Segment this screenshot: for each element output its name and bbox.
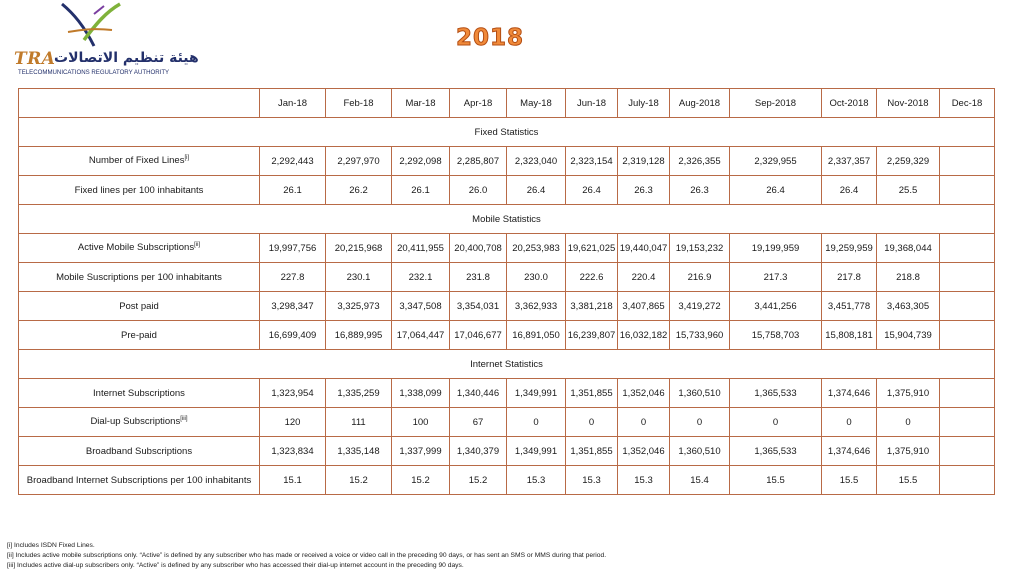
value-cell: 1,323,834 xyxy=(260,437,326,466)
value-cell: 230.0 xyxy=(507,263,566,292)
value-cell: 26.4 xyxy=(730,176,822,205)
table-row xyxy=(19,292,995,321)
tra-logo xyxy=(14,2,199,78)
value-cell: 16,699,409 xyxy=(260,321,326,350)
value-cell: 1,351,855 xyxy=(566,437,618,466)
value-cell: 26.4 xyxy=(566,176,618,205)
row-label: Dial-up Subscriptions xyxy=(90,416,181,428)
row-label: Post paid xyxy=(119,300,159,312)
footnote-marker: [i] xyxy=(184,155,190,162)
header-corner-cell xyxy=(19,89,260,118)
value-cell: 19,997,756 xyxy=(260,234,326,263)
value-cell: 1,374,646 xyxy=(822,379,877,408)
value-cell: 2,323,040 xyxy=(507,147,566,176)
value-cell: 2,326,355 xyxy=(670,147,730,176)
value-cell: 0 xyxy=(670,408,730,437)
value-cell: 15.2 xyxy=(326,466,392,495)
value-cell: 25.5 xyxy=(877,176,940,205)
value-cell: 2,292,443 xyxy=(260,147,326,176)
value-cell: 1,340,379 xyxy=(450,437,507,466)
value-cell: 111 xyxy=(326,408,392,437)
footnote: [i] Includes ISDN Fixed Lines. xyxy=(7,542,95,549)
value-cell: 2,259,329 xyxy=(877,147,940,176)
value-cell: 1,340,446 xyxy=(450,379,507,408)
row-label-cell xyxy=(19,234,260,263)
row-label-cell xyxy=(19,466,260,495)
table-row xyxy=(19,176,995,205)
value-cell: 16,889,995 xyxy=(326,321,392,350)
year-title: 2018 xyxy=(455,25,524,51)
value-cell: 26.2 xyxy=(326,176,392,205)
table-row xyxy=(19,437,995,466)
row-label-cell xyxy=(19,292,260,321)
value-cell: 100 xyxy=(392,408,450,437)
value-cell xyxy=(940,379,995,408)
value-cell xyxy=(940,234,995,263)
section-title: Fixed Statistics xyxy=(19,118,995,147)
month-header: Nov-2018 xyxy=(877,89,940,118)
value-cell: 2,323,154 xyxy=(566,147,618,176)
value-cell: 1,360,510 xyxy=(670,379,730,408)
footnote-marker: [iii] xyxy=(180,416,188,423)
footnote: [iii] Includes active dial-up subscribers only. “Active” is defined by any subscriber who has accessed their dial-up internet account in the preceding 90 days. xyxy=(7,562,464,569)
value-cell: 1,374,646 xyxy=(822,437,877,466)
value-cell: 19,368,044 xyxy=(877,234,940,263)
value-cell: 2,292,098 xyxy=(392,147,450,176)
table-row xyxy=(19,466,995,495)
section-row xyxy=(19,118,995,147)
value-cell: 19,440,047 xyxy=(618,234,670,263)
value-cell: 3,441,256 xyxy=(730,292,822,321)
row-label-cell xyxy=(19,321,260,350)
table-row xyxy=(19,408,995,437)
table-row xyxy=(19,321,995,350)
value-cell: 20,215,968 xyxy=(326,234,392,263)
month-header: Oct-2018 xyxy=(822,89,877,118)
value-cell: 3,325,973 xyxy=(326,292,392,321)
value-cell: 15,808,181 xyxy=(822,321,877,350)
value-cell: 15,904,739 xyxy=(877,321,940,350)
month-header: Jun-18 xyxy=(566,89,618,118)
value-cell: 217.3 xyxy=(730,263,822,292)
value-cell: 0 xyxy=(566,408,618,437)
value-cell xyxy=(940,147,995,176)
value-cell: 2,285,807 xyxy=(450,147,507,176)
value-cell xyxy=(940,263,995,292)
value-cell: 16,032,182 xyxy=(618,321,670,350)
value-cell: 15.5 xyxy=(877,466,940,495)
value-cell: 2,329,955 xyxy=(730,147,822,176)
value-cell: 26.0 xyxy=(450,176,507,205)
value-cell: 3,354,031 xyxy=(450,292,507,321)
table-row xyxy=(19,379,995,408)
row-label: Pre-paid xyxy=(121,329,157,341)
row-label: Broadband Internet Subscriptions per 100 inhabitants xyxy=(26,474,252,486)
row-label-cell xyxy=(19,408,260,437)
month-header: Dec-18 xyxy=(940,89,995,118)
month-header: Jan-18 xyxy=(260,89,326,118)
value-cell: 16,891,050 xyxy=(507,321,566,350)
value-cell: 26.4 xyxy=(507,176,566,205)
footnote-marker: [ii] xyxy=(194,242,201,249)
row-label: Internet Subscriptions xyxy=(93,387,185,399)
value-cell: 2,297,970 xyxy=(326,147,392,176)
value-cell: 227.8 xyxy=(260,263,326,292)
value-cell xyxy=(940,466,995,495)
row-label-cell xyxy=(19,176,260,205)
value-cell: 1,349,991 xyxy=(507,379,566,408)
month-header: Feb-18 xyxy=(326,89,392,118)
value-cell: 1,375,910 xyxy=(877,437,940,466)
row-label: Broadband Subscriptions xyxy=(85,445,193,457)
row-label-cell xyxy=(19,147,260,176)
value-cell: 16,239,807 xyxy=(566,321,618,350)
footnotes xyxy=(7,541,606,571)
table-row xyxy=(19,234,995,263)
value-cell: 15.5 xyxy=(822,466,877,495)
value-cell: 3,463,305 xyxy=(877,292,940,321)
value-cell: 0 xyxy=(507,408,566,437)
value-cell: 17,046,677 xyxy=(450,321,507,350)
value-cell: 3,362,933 xyxy=(507,292,566,321)
value-cell: 1,352,046 xyxy=(618,437,670,466)
value-cell: 15.2 xyxy=(392,466,450,495)
section-row xyxy=(19,350,995,379)
value-cell: 3,407,865 xyxy=(618,292,670,321)
value-cell: 0 xyxy=(618,408,670,437)
value-cell: 2,337,357 xyxy=(822,147,877,176)
logo-arabic-name: هيئة تنظيم الاتصالات xyxy=(54,50,199,66)
value-cell: 216.9 xyxy=(670,263,730,292)
value-cell: 1,365,533 xyxy=(730,379,822,408)
value-cell: 217.8 xyxy=(822,263,877,292)
value-cell: 26.3 xyxy=(670,176,730,205)
value-cell: 15.3 xyxy=(507,466,566,495)
value-cell: 3,419,272 xyxy=(670,292,730,321)
value-cell: 1,349,991 xyxy=(507,437,566,466)
value-cell: 1,338,099 xyxy=(392,379,450,408)
value-cell: 222.6 xyxy=(566,263,618,292)
value-cell: 3,381,218 xyxy=(566,292,618,321)
value-cell: 26.1 xyxy=(260,176,326,205)
value-cell: 1,337,999 xyxy=(392,437,450,466)
value-cell: 26.1 xyxy=(392,176,450,205)
value-cell: 3,347,508 xyxy=(392,292,450,321)
logo-abbreviation: TRA xyxy=(14,49,56,69)
value-cell xyxy=(940,176,995,205)
logo-tagline: TELECOMMUNICATIONS REGULATORY AUTHORITY xyxy=(18,69,170,76)
value-cell: 15.5 xyxy=(730,466,822,495)
value-cell: 3,298,347 xyxy=(260,292,326,321)
row-label-cell xyxy=(19,379,260,408)
value-cell: 1,365,533 xyxy=(730,437,822,466)
value-cell xyxy=(940,292,995,321)
row-label: Fixed lines per 100 inhabitants xyxy=(74,184,204,196)
value-cell: 1,335,259 xyxy=(326,379,392,408)
value-cell: 2,319,128 xyxy=(618,147,670,176)
value-cell: 1,351,855 xyxy=(566,379,618,408)
value-cell: 20,400,708 xyxy=(450,234,507,263)
value-cell: 19,621,025 xyxy=(566,234,618,263)
value-cell: 0 xyxy=(877,408,940,437)
value-cell: 220.4 xyxy=(618,263,670,292)
value-cell: 20,411,955 xyxy=(392,234,450,263)
value-cell: 26.3 xyxy=(618,176,670,205)
value-cell: 19,259,959 xyxy=(822,234,877,263)
month-header: Apr-18 xyxy=(450,89,507,118)
row-label: Active Mobile Subscriptions xyxy=(77,242,195,254)
value-cell xyxy=(940,437,995,466)
value-cell: 0 xyxy=(822,408,877,437)
value-cell: 232.1 xyxy=(392,263,450,292)
value-cell: 0 xyxy=(730,408,822,437)
table-row xyxy=(19,147,995,176)
value-cell: 67 xyxy=(450,408,507,437)
value-cell: 1,352,046 xyxy=(618,379,670,408)
value-cell: 231.8 xyxy=(450,263,507,292)
value-cell: 19,153,232 xyxy=(670,234,730,263)
section-title: Internet Statistics xyxy=(19,350,995,379)
section-title: Mobile Statistics xyxy=(19,205,995,234)
value-cell: 15.1 xyxy=(260,466,326,495)
value-cell: 1,323,954 xyxy=(260,379,326,408)
row-label-cell xyxy=(19,263,260,292)
value-cell: 15.3 xyxy=(566,466,618,495)
row-label-cell xyxy=(19,437,260,466)
value-cell: 17,064,447 xyxy=(392,321,450,350)
value-cell: 120 xyxy=(260,408,326,437)
value-cell: 15,733,960 xyxy=(670,321,730,350)
value-cell: 19,199,959 xyxy=(730,234,822,263)
row-label: Mobile Suscriptions per 100 inhabitants xyxy=(56,271,222,283)
value-cell xyxy=(940,408,995,437)
statistics-table xyxy=(18,88,995,495)
table-row xyxy=(19,263,995,292)
header-row xyxy=(19,89,995,118)
footnote: [ii] Includes active mobile subscriptions only. “Active” is defined by any subscriber who has made or received a voice or video call in the preceding 90 days, or has sent an SMS or MMS during that period. xyxy=(7,552,607,559)
value-cell: 218.8 xyxy=(877,263,940,292)
value-cell: 1,335,148 xyxy=(326,437,392,466)
value-cell: 15,758,703 xyxy=(730,321,822,350)
month-header: Mar-18 xyxy=(392,89,450,118)
section-row xyxy=(19,205,995,234)
value-cell: 20,253,983 xyxy=(507,234,566,263)
value-cell: 1,375,910 xyxy=(877,379,940,408)
value-cell: 26.4 xyxy=(822,176,877,205)
value-cell: 15.3 xyxy=(618,466,670,495)
value-cell xyxy=(940,321,995,350)
tra-emblem-icon xyxy=(60,2,122,50)
value-cell: 1,360,510 xyxy=(670,437,730,466)
month-header: Sep-2018 xyxy=(730,89,822,118)
value-cell: 15.4 xyxy=(670,466,730,495)
value-cell: 230.1 xyxy=(326,263,392,292)
value-cell: 15.2 xyxy=(450,466,507,495)
month-header: July-18 xyxy=(618,89,670,118)
row-label: Number of Fixed Lines xyxy=(88,155,185,167)
value-cell: 3,451,778 xyxy=(822,292,877,321)
month-header: May-18 xyxy=(507,89,566,118)
month-header: Aug-2018 xyxy=(670,89,730,118)
